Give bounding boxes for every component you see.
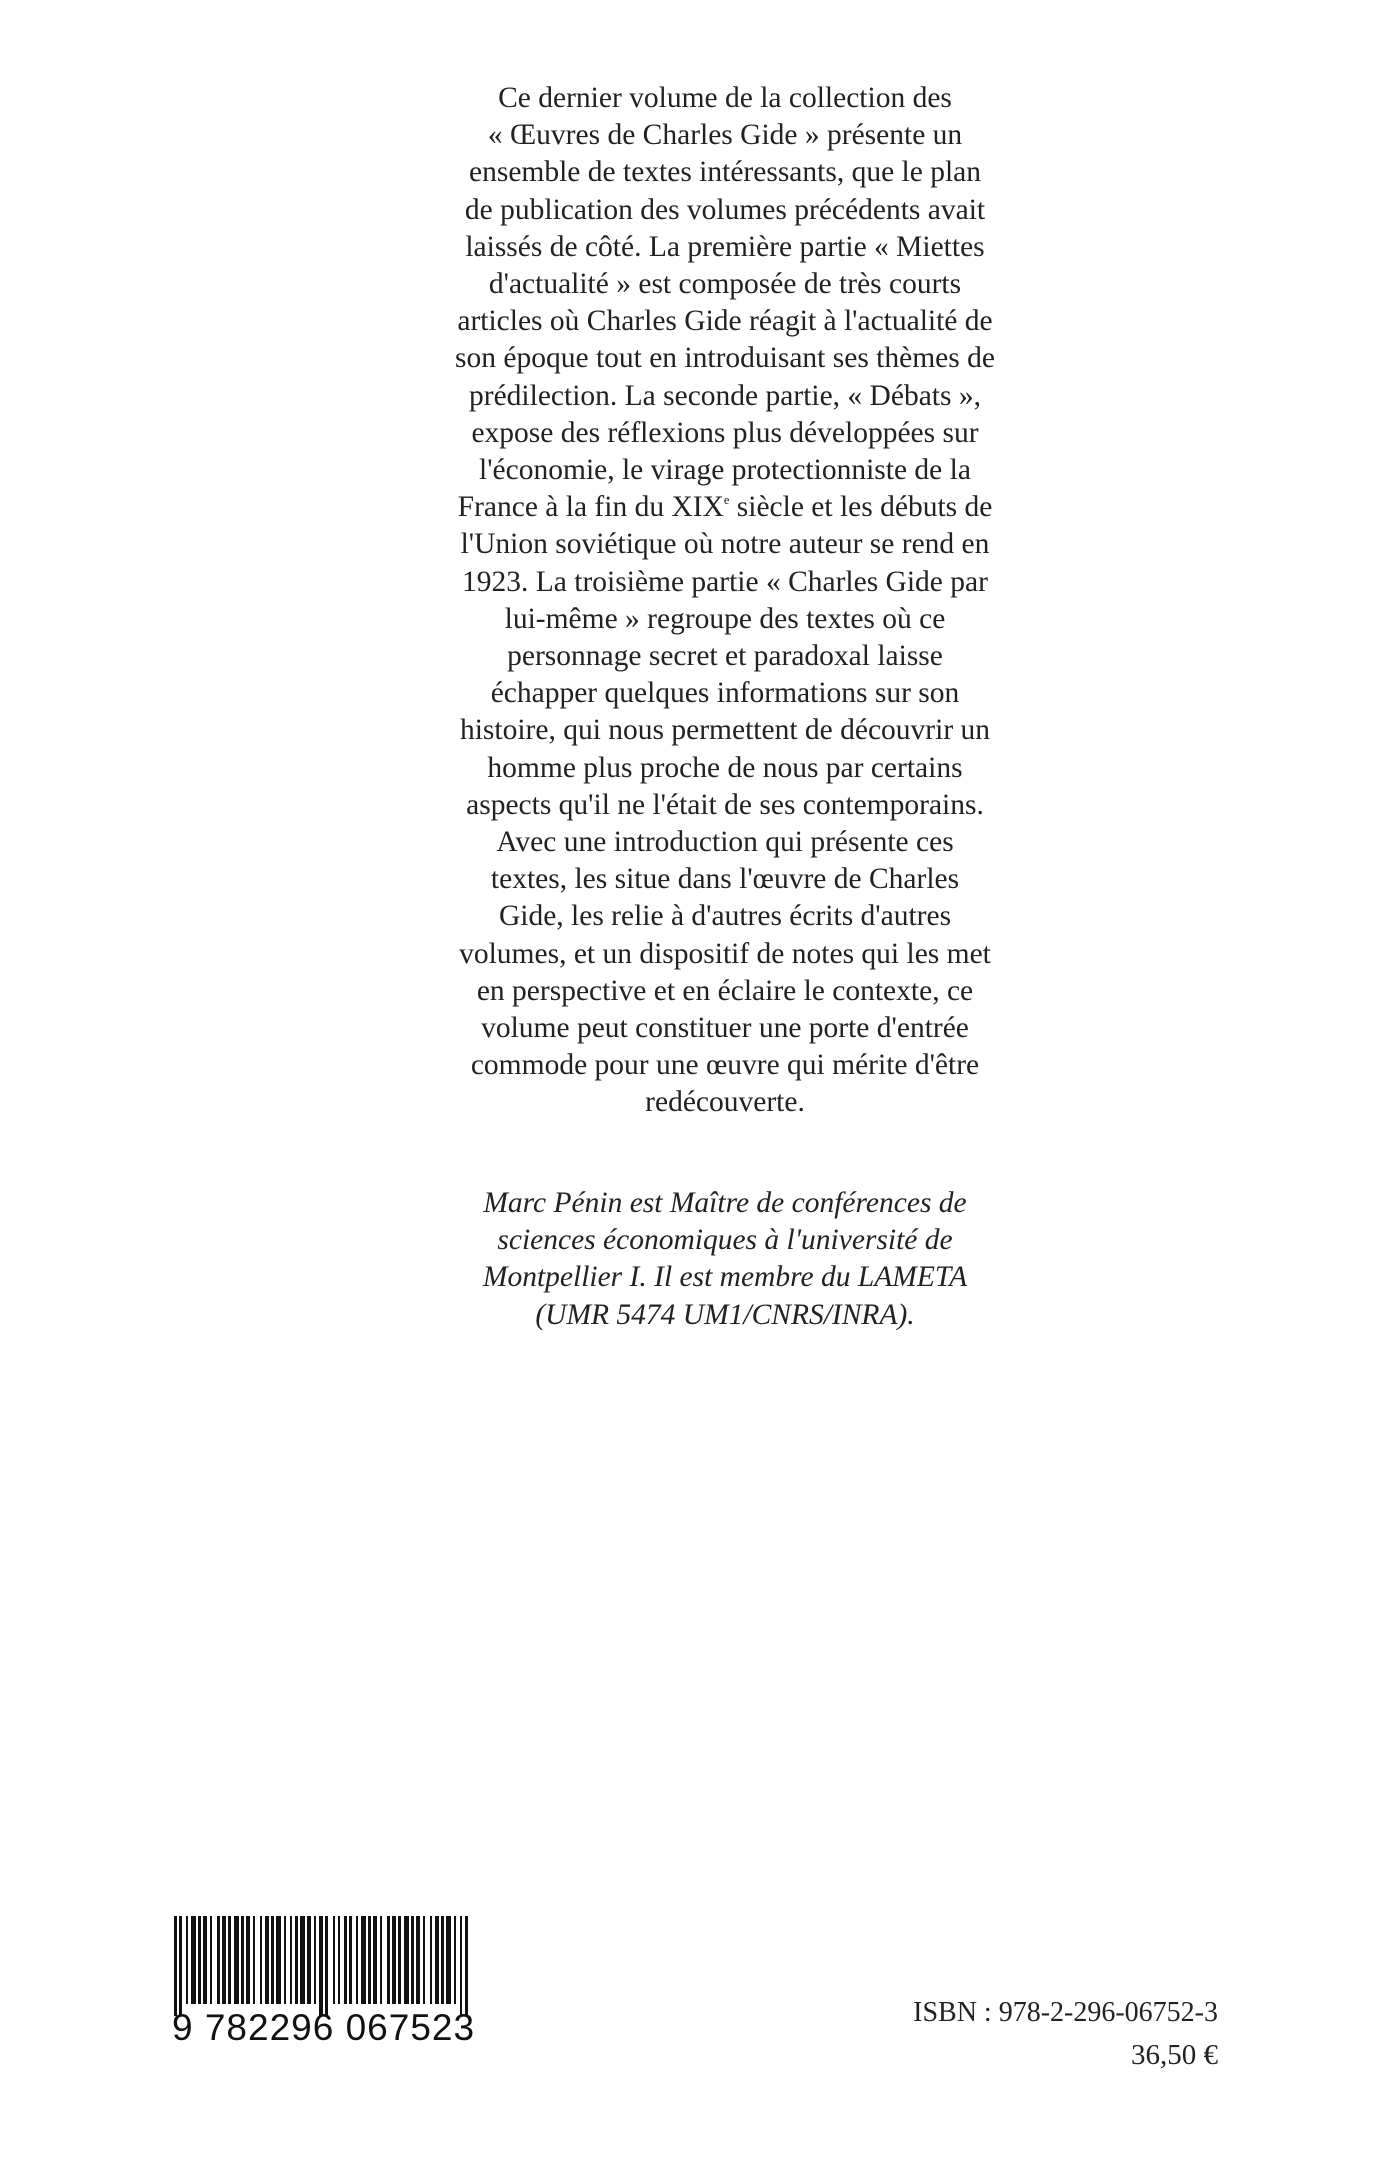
blurb-line: l'Union soviétique où notre auteur se rend en	[460, 528, 990, 561]
blurb-line: 1923. La troisième partie « Charles Gide par	[462, 565, 988, 598]
barcode-bar	[446, 1916, 451, 2004]
barcode-bar	[333, 1916, 335, 2004]
barcode-bar	[295, 1916, 298, 2004]
blurb-line: laissés de côté. La première partie « Miettes	[465, 230, 985, 263]
blurb-text: siècle et les débuts de	[729, 491, 993, 524]
blurb-line: Gide, les relie à d'autres écrits d'autres	[498, 900, 952, 933]
isbn: ISBN : 978-2-296-06752-3	[913, 1997, 1218, 2028]
barcode-bar	[234, 1916, 239, 2004]
barcode-bar	[380, 1916, 382, 2004]
barcode-bar	[203, 1916, 207, 2004]
barcode-bar	[411, 1916, 414, 2004]
barcode-bar	[179, 1916, 182, 2016]
barcode-digits: 9 782296 067523	[172, 2007, 476, 2048]
barcode-bar	[387, 1916, 390, 2004]
barcode-bar	[404, 1916, 409, 2004]
barcode-bar	[392, 1916, 396, 2004]
author-bio	[430, 1185, 1020, 1334]
blurb-line: échapper quelques informations sur son	[490, 677, 960, 710]
barcode-bar	[271, 1916, 274, 2004]
barcode-bar	[430, 1916, 432, 2004]
blurb-line: ensemble de textes intéressants, que le plan	[469, 156, 981, 189]
blurb-line: d'actualité » est composée de très courts	[488, 268, 962, 301]
blurb-line: Avec une introduction qui présente ces	[496, 826, 954, 859]
blurb-line: commode pour une œuvre qui mérite d'être	[470, 1049, 980, 1082]
barcode-bar	[338, 1916, 340, 2004]
barcode-bar	[276, 1916, 281, 2004]
barcode-bar	[217, 1916, 220, 2004]
blurb-line: « Œuvres de Charles Gide » présente un	[487, 119, 963, 152]
barcode-bar	[246, 1916, 250, 2004]
barcode-bar	[368, 1916, 371, 2004]
barcode-bar	[290, 1916, 292, 2004]
barcode-bar	[325, 1916, 328, 2016]
blurb-text: France à la fin du XIX	[457, 491, 724, 524]
barcode-bar	[416, 1916, 420, 2004]
blurb-line: son époque tout en introduisant ses thèmes de	[455, 342, 995, 375]
barcode-bar	[398, 1916, 401, 2004]
blurb-line: en perspective et en éclaire le contexte, ce	[476, 974, 974, 1007]
blurb-line: textes, les situe dans l'œuvre de Charles	[490, 863, 960, 896]
blurb-line: redécouverte.	[645, 1086, 805, 1119]
century-superscript: e	[723, 493, 730, 508]
author-bio-line: Marc Pénin est Maître de conférences de	[483, 1187, 967, 1219]
barcode-bar	[349, 1916, 352, 2004]
blurb-line: personnage secret et paradoxal laisse	[507, 640, 943, 673]
blurb-line: lui-même » regroupe des textes où ce	[504, 602, 946, 635]
barcode-bar	[344, 1916, 347, 2004]
barcode-bar	[186, 1916, 188, 2004]
barcode	[172, 1916, 476, 2061]
barcode-bar	[423, 1916, 425, 2004]
barcode-bar	[454, 1916, 456, 2004]
barcode-bar	[319, 1916, 323, 2016]
barcode-bar	[307, 1916, 311, 2004]
barcode-bar	[198, 1916, 201, 2004]
blurb-line: l'économie, le virage protectionniste de la	[479, 454, 971, 487]
blurb-line: homme plus proche de nous par certains	[487, 751, 963, 784]
barcode-bar	[460, 1916, 462, 2016]
blurb-line: histoire, qui nous permettent de découvrir un	[459, 714, 991, 747]
barcode-bar	[300, 1916, 305, 2004]
back-cover-blurb	[430, 80, 1020, 1122]
barcode-bar	[228, 1916, 231, 2004]
blurb-line: expose des réflexions plus développées sur	[471, 416, 979, 449]
blurb-line: Ce dernier volume de la collection des	[498, 82, 952, 114]
barcode-bar	[435, 1916, 439, 2004]
blurb-line: volumes, et un dispositif de notes qui les met	[459, 937, 991, 970]
blurb-line: articles où Charles Gide réagit à l'actualité de	[457, 305, 993, 338]
author-bio-line: Montpellier I. Il est membre du LAMETA	[482, 1261, 968, 1294]
blurb-line	[430, 489, 1020, 526]
price: 36,50 €	[1131, 2039, 1218, 2071]
barcode-bar	[361, 1916, 366, 2004]
barcode-bar	[253, 1916, 255, 2004]
barcode-bar	[465, 1916, 468, 2016]
author-bio-line: (UMR 5474 UM1/CNRS/INRA).	[535, 1298, 915, 1331]
barcode-bar	[314, 1916, 316, 2004]
blurb-line: de publication des volumes précédents avait	[464, 193, 986, 226]
barcode-bar	[356, 1916, 358, 2004]
barcode-bar	[265, 1916, 269, 2004]
barcode-bars	[172, 1916, 472, 2016]
barcode-bar	[210, 1916, 212, 2004]
barcode-bar	[284, 1916, 286, 2004]
barcode-bar	[373, 1916, 377, 2004]
barcode-bar	[174, 1916, 177, 2016]
blurb-line: prédilection. La seconde partie, « Débats »,	[469, 379, 981, 412]
author-bio-line: sciences économiques à l'université de	[497, 1224, 953, 1257]
barcode-bar	[260, 1916, 262, 2004]
blurb-line: aspects qu'il ne l'était de ses contemporains.	[466, 788, 984, 821]
barcode-bar	[191, 1916, 196, 2004]
barcode-bar	[241, 1916, 244, 2004]
blurb-line: volume peut constituer une porte d'entrée	[481, 1012, 969, 1045]
barcode-bar	[222, 1916, 226, 2004]
barcode-bar	[441, 1916, 444, 2004]
